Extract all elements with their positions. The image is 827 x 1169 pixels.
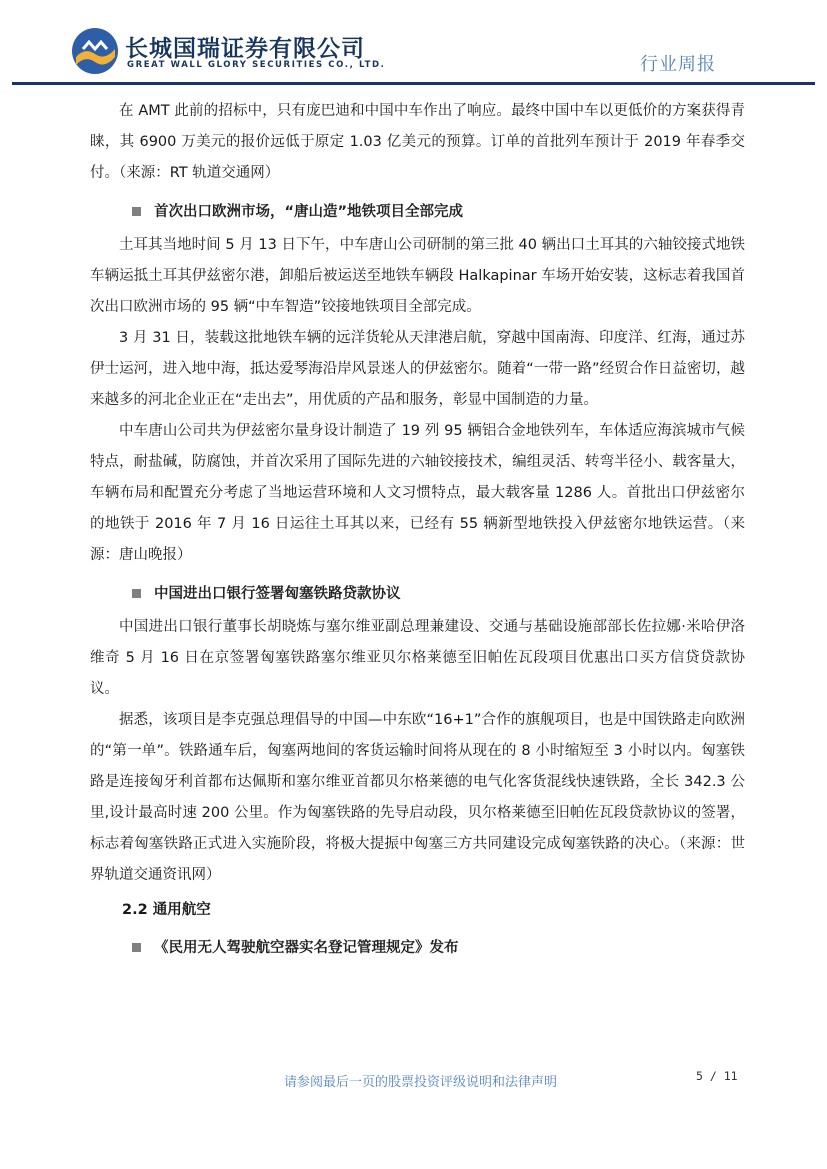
page-number: 5 / 11 xyxy=(696,1069,738,1083)
paragraph-amt-tender: 在 AMT 此前的招标中，只有庞巴迪和中国中车作出了响应。最终中国中车以更低价的方案获得青睐，其 6900 万美元的报价远低于原定 1.03 亿美元的预算。订单的首批列车预计于 2019 年春季交付。（来源：RT 轨道交通网） xyxy=(90,103,745,181)
paragraph-train-design: 中车唐山公司共为伊兹密尔量身设计制造了 19 列 95 辆铝合金地铁列车，车体适应海滨城市气候特点，耐盐碱，防腐蚀，并首次采用了国际先进的六轴铰接技术，编组灵活、转弯半径小、载客量大，车辆布局和配置充分考虑了当地运营环境和人文习惯特点，最大载客量 1286 人。首批出口伊兹密尔的地铁于 2016 年 7 月 16 日运往土耳其以来，已经有 55 辆新型地铁投入伊兹密尔地铁运营。（来源：唐山晚报） xyxy=(90,423,745,563)
bullet-heading-text: 中国进出口银行签署匈塞铁路贷款协议 xyxy=(154,586,401,602)
square-bullet-icon xyxy=(132,207,141,216)
paragraph-izmir-delivery: 土耳其当地时间 5 月 13 日下午，中车唐山公司研制的第三批 40 辆出口土耳其的六轴铰接式地铁车辆运抵土耳其伊兹密尔港，卸船后被运送至地铁车辆段 Halkapinar 车场开始安装，这标志着我国首次出口欧洲市场的 95 辆“中车智造”铰接地铁项目全部完成。 xyxy=(90,237,745,315)
section-heading-general-aviation: 2.2 通用航空 xyxy=(122,902,211,918)
paragraph-railway-project: 据悉，该项目是李克强总理倡导的中国—中东欧“16+1”合作的旗舰项目，也是中国铁路走向欧洲的“第一单”。铁路通车后，匈塞两地间的客货运输时间将从现在的 8 小时缩短至 3 小时以内。匈塞铁路是连接匈牙利首都布达佩斯和塞尔维亚首都贝尔格莱德的电气化客货混线快速铁路，全长 342.3 公里,设计最高时速 200 公里。作为匈塞铁路的先导启动段，贝尔格莱德至旧帕佐瓦段贷款协议的签署，标志着匈塞铁路正式进入实施阶段，将极大提振中匈塞三方共同建设完成匈塞铁路的决心。（来源：世界轨道交通资讯网） xyxy=(90,712,745,883)
square-bullet-icon xyxy=(132,589,141,598)
bullet-heading-text: 《民用无人驾驶航空器实名登记管理规定》发布 xyxy=(154,940,459,956)
document-body xyxy=(90,96,745,966)
bullet-heading-exim-loan xyxy=(90,580,745,608)
disclaimer-note: 请参阅最后一页的股票投资评级说明和法律声明 xyxy=(284,1075,558,1090)
company-name-cn: 长城国瑞证券有限公司 xyxy=(125,36,365,62)
company-name-en: GREAT WALL GLORY SECURITIES CO., LTD. xyxy=(127,60,386,70)
company-logo-icon xyxy=(71,27,119,75)
paragraph-loan-signing: 中国进出口银行董事长胡晓炼与塞尔维亚副总理兼建设、交通与基础设施部部长佐拉娜·米哈伊洛维奇 5 月 16 日在京签署匈塞铁路塞尔维亚贝尔格莱德至旧帕佐瓦段项目优惠出口买方信贷贷款协议。 xyxy=(90,619,745,697)
report-type-label: 行业周报 xyxy=(640,54,716,75)
bullet-heading-tangshan-metro xyxy=(90,198,745,226)
header-divider xyxy=(12,82,815,85)
bullet-heading-drone-regulation xyxy=(90,934,745,962)
bullet-heading-text: 首次出口欧洲市场，“唐山造”地铁项目全部完成 xyxy=(154,204,464,220)
paragraph-voyage: 3 月 31 日，装载这批地铁车辆的远洋货轮从天津港启航，穿越中国南海、印度洋、红海，通过苏伊士运河，进入地中海，抵达爱琴海沿岸风景迷人的伊兹密尔。随着“一带一路”经贸合作日益密切，越来越多的河北企业正在“走出去”，用优质的产品和服务，彰显中国制造的力量。 xyxy=(90,330,745,408)
page-header xyxy=(0,0,827,90)
square-bullet-icon xyxy=(132,943,141,952)
